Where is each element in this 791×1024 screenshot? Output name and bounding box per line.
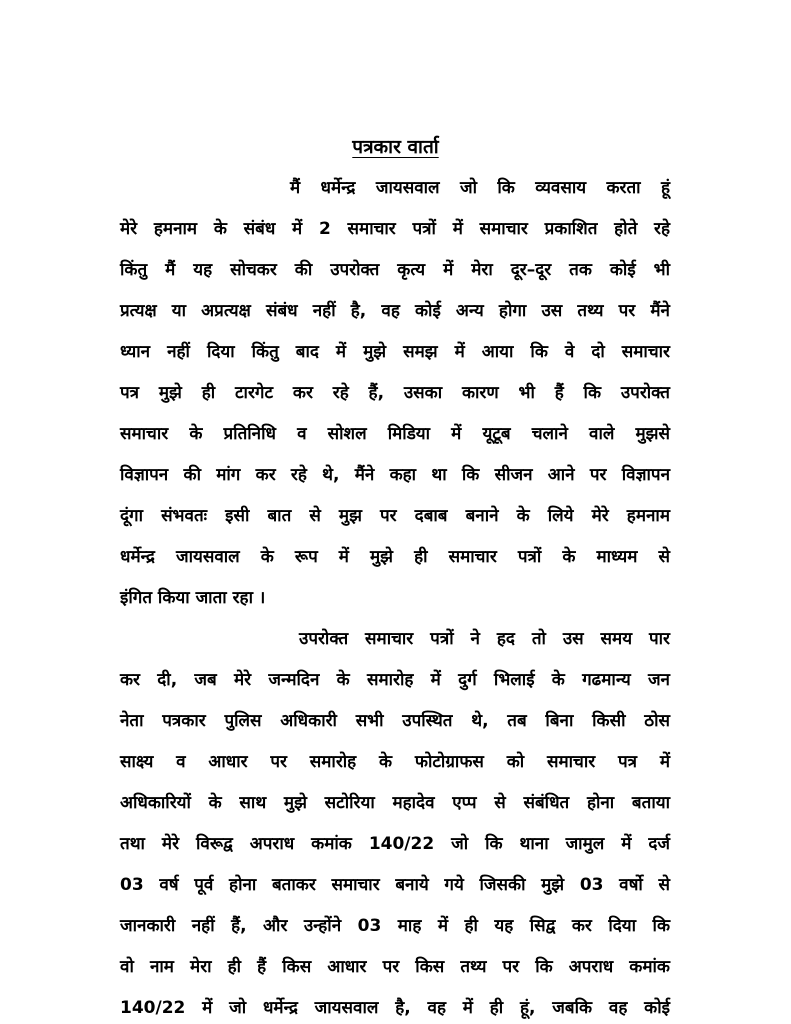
paragraph-1-line-7: समाचार के प्रतिनिधि व सोशल मिडिया में यूटूब चलाने वाले मुझसे [120,424,670,444]
paragraph-2-line-3: नेता पत्रकार पुलिस अधिकारी सभी उपस्थित थे, तब बिना किसी ठोस [120,711,670,731]
document-title: पत्रकार वार्ता [352,136,439,158]
paragraph-1-line-1: मैं धर्मेन्द्र जायसवाल जो कि व्यवसाय करता हूं [290,178,670,198]
paragraph-1-line-11: इंगित किया जाता रहा । [120,588,266,608]
paragraph-1-line-8: विज्ञापन की मांग कर रहे थे, मैंने कहा था कि सीजन आने पर विज्ञापन [120,465,670,485]
paragraph-2-line-4: साक्ष्य व आधार पर समारोह के फोटोग्राफस को समाचार पत्र में [120,752,670,772]
paragraph-1-line-5: ध्यान नहीं दिया किंतु बाद में मुझे समझ में आया कि वे दो समाचार [120,342,670,362]
paragraph-1-line-9: दूंगा संभवतः इसी बात से मुझ पर दबाब बनाने के लिये मेरे हमनाम [120,506,670,526]
paragraph-1-line-2: मेरे हमनाम के संबंध में 2 समाचार पत्रों में समाचार प्रकाशित होते रहे [120,219,670,239]
paragraph-2-line-1: उपरोक्त समाचार पत्रों ने हद तो उस समय पार [299,629,670,649]
paragraph-2-line-5: अधिकारियों के साथ मुझे सटोरिया महादेव एप्प से संबंधित होना बताया [120,793,670,813]
paragraph-2-line-10: 140/22 में जो धर्मेन्द्र जायसवाल है, वह में ही हूं, जबकि वह कोई [120,998,670,1018]
paragraph-2-line-7: 03 वर्ष पूर्व होना बताकर समाचार बनाये गये जिसकी मुझे 03 वर्षो से [120,875,670,895]
paragraph-2-line-8: जानकारी नहीं हैं, और उन्होंने 03 माह में ही यह सिद्व कर दिया कि [120,916,670,936]
paragraph-1-line-6: पत्र मुझे ही टारगेट कर रहे हैं, उसका कारण भी हैं कि उपरोक्त [120,383,670,403]
paragraph-1-line-4: प्रत्यक्ष या अप्रत्यक्ष संबंध नहीं है, वह कोई अन्य होगा उस तथ्य पर मैंने [120,301,670,321]
paragraph-2-line-6: तथा मेरे विरूद्व अपराध कमांक 140/22 जो कि थाना जामुल में दर्ज [120,834,670,854]
paragraph-1-line-10: धर्मेन्द्र जायसवाल के रूप में मुझे ही समाचार पत्रों के माध्यम से [120,547,670,567]
paragraph-2-line-9: वो नाम मेरा ही हैं किस आधार पर किस तथ्य पर कि अपराध कमांक [120,957,670,977]
paragraph-1-line-3: किंतु मैं यह सोचकर की उपरोक्त कृत्य में मेरा दूर–दूर तक कोई भी [120,260,670,280]
paragraph-2-line-2: कर दी, जब मेरे जन्मदिन के समारोह में दुर्ग भिलाई के गढमान्य जन [120,670,670,690]
